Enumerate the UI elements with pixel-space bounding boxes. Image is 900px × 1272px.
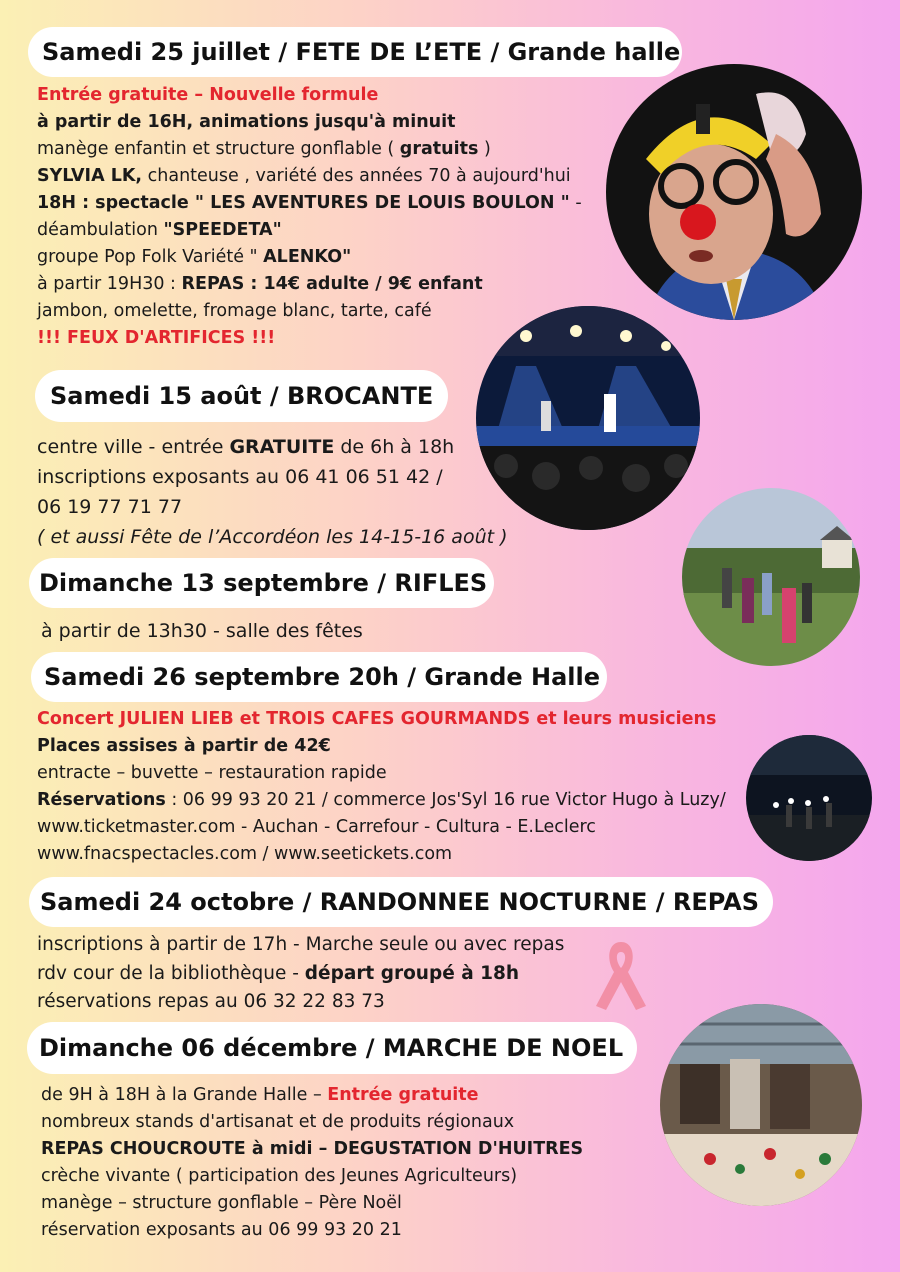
event-details-concert	[37, 706, 726, 868]
concert-photo	[476, 306, 700, 530]
detail-line: inscriptions exposants au 06 41 06 51 42 /	[37, 466, 443, 488]
christmas-market-photo	[660, 1004, 862, 1206]
event-details-fete-ete	[37, 82, 582, 352]
detail-line: entracte – buvette – restauration rapide	[37, 763, 387, 783]
free-entry-note: Entrée gratuite – Nouvelle formule	[37, 85, 379, 105]
detail-line: de 9H à 18H à la Grande Halle – Entrée gratuite	[41, 1085, 479, 1105]
detail-line: déambulation "SPEEDETA"	[37, 220, 282, 240]
hike-photo	[682, 488, 860, 666]
event-details-noel	[41, 1082, 583, 1244]
concert-headline: Concert JULIEN LIEB et TROIS CAFES GOURMANDS et leurs musiciens	[37, 709, 717, 729]
awareness-ribbon-icon	[590, 934, 652, 1012]
event-title-randonnee: Samedi 24 octobre / RANDONNEE NOCTURNE / REPAS	[29, 877, 773, 927]
clown-photo	[606, 64, 862, 320]
detail-line: www.ticketmaster.com - Auchan - Carrefour - Cultura - E.Leclerc	[37, 817, 596, 837]
fireworks-note: !!! FEUX D'ARTIFICES !!!	[37, 328, 276, 348]
detail-line: à partir de 16H, animations jusqu'à minuit	[37, 112, 456, 132]
detail-line: 18H : spectacle " LES AVENTURES DE LOUIS BOULON " -	[37, 193, 582, 213]
event-title-brocante: Samedi 15 août / BROCANTE	[35, 370, 448, 422]
event-details-brocante	[37, 432, 508, 552]
event-title-noel: Dimanche 06 décembre / MARCHE DE NOEL	[27, 1022, 637, 1074]
detail-line: réservations repas au 06 32 22 83 73	[37, 991, 385, 1012]
detail-line: manège – structure gonflable – Père Noël	[41, 1193, 402, 1213]
event-title-fete-ete: Samedi 25 juillet / FETE DE L’ETE / Grande halle	[28, 27, 682, 77]
detail-line: 06 19 77 71 77	[37, 496, 183, 518]
detail-line: SYLVIA LK, chanteuse , variété des années 70 à aujourd'hui	[37, 166, 571, 186]
detail-line: jambon, omelette, fromage blanc, tarte, café	[37, 301, 432, 321]
detail-line: REPAS CHOUCROUTE à midi – DEGUSTATION D'HUITRES	[41, 1139, 584, 1159]
detail-line: centre ville - entrée GRATUITE de 6h à 18h	[37, 436, 455, 458]
detail-line: nombreux stands d'artisanat et de produits régionaux	[41, 1112, 515, 1132]
night-walk-photo	[746, 735, 872, 861]
event-details-randonnee	[37, 931, 564, 1017]
event-title-concert: Samedi 26 septembre 20h / Grande Halle	[31, 652, 607, 702]
detail-line: www.fnacspectacles.com / www.seetickets.com	[37, 844, 453, 864]
detail-line: Places assises à partir de 42€	[37, 736, 331, 756]
detail-line: manège enfantin et structure gonflable ( gratuits )	[37, 139, 491, 159]
detail-line: Réservations : 06 99 93 20 21 / commerce Jos'Syl 16 rue Victor Hugo à Luzy/	[37, 790, 726, 810]
event-title-rifles: Dimanche 13 septembre / RIFLES	[29, 558, 494, 608]
detail-line: rdv cour de la bibliothèque - départ groupé à 18h	[37, 962, 520, 984]
detail-line: crèche vivante ( participation des Jeunes Agriculteurs)	[41, 1166, 518, 1186]
event-details-rifles	[41, 617, 363, 645]
detail-line: réservation exposants au 06 99 93 20 21	[41, 1220, 402, 1240]
detail-line: groupe Pop Folk Variété " ALENKO"	[37, 247, 352, 267]
accordion-note: ( et aussi Fête de l’Accordéon les 14-15-16 août )	[37, 526, 508, 548]
detail-line: à partir de 13h30 - salle des fêtes	[41, 620, 363, 642]
detail-line: à partir 19H30 : REPAS : 14€ adulte / 9€ enfant	[37, 274, 483, 294]
detail-line: inscriptions à partir de 17h - Marche seule ou avec repas	[37, 934, 565, 955]
